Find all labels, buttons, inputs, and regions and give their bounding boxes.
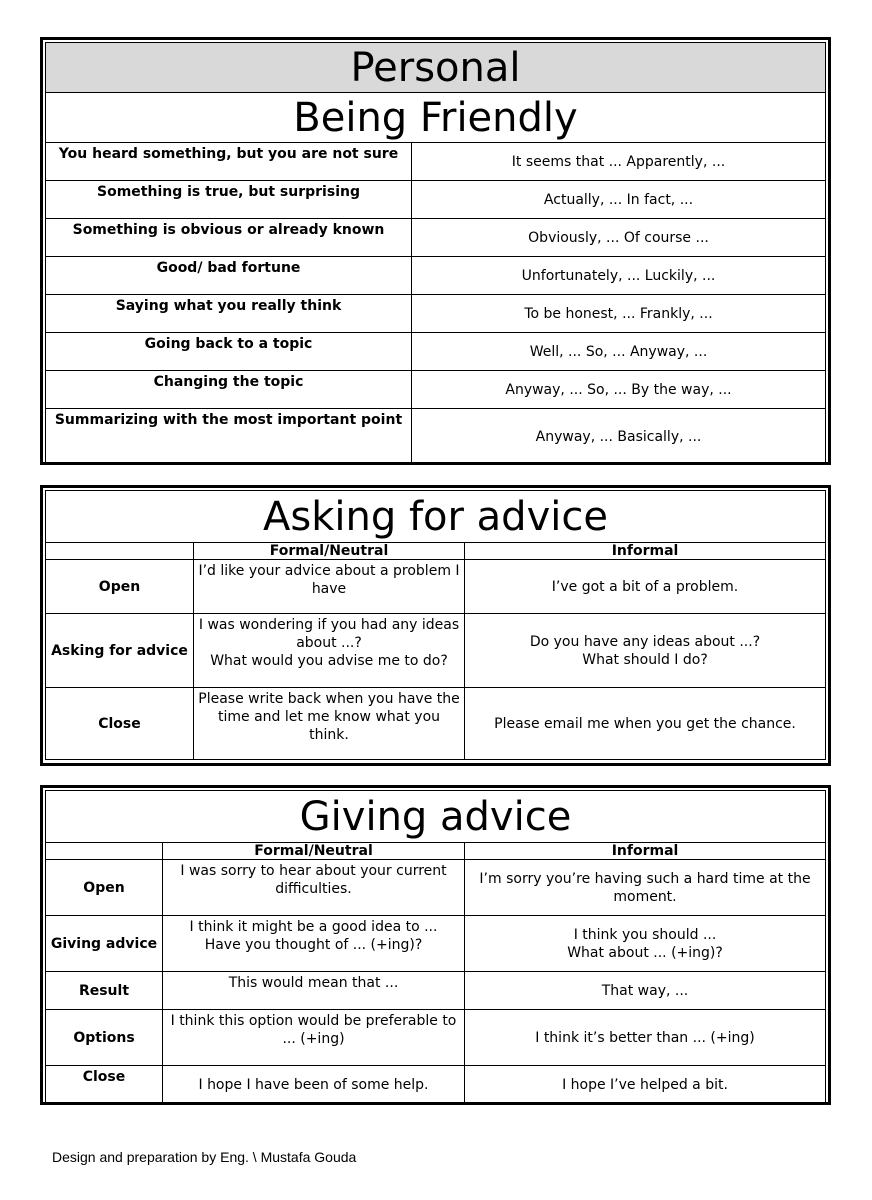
- situation-cell: Going back to a topic: [46, 333, 412, 371]
- row-label: Giving advice: [46, 916, 163, 972]
- header-formal: Formal/Neutral: [194, 543, 465, 560]
- header-empty: [46, 843, 163, 860]
- footer-credit: Design and preparation by Eng. \ Mustafa Gouda: [52, 1149, 357, 1165]
- row-label: Asking for advice: [46, 614, 194, 688]
- situation-cell: Saying what you really think: [46, 295, 412, 333]
- asking-advice-table: [45, 490, 826, 760]
- formal-cell: Please write back when you have the time and let me know what you think.: [194, 688, 465, 760]
- phrases-cell: To be honest, ... Frankly, ...: [412, 295, 826, 333]
- informal-cell: That way, ...: [465, 972, 826, 1010]
- phrases-cell: Actually, ... In fact, ...: [412, 181, 826, 219]
- situation-cell: Changing the topic: [46, 371, 412, 409]
- personal-section: [40, 37, 831, 465]
- informal-cell: I’ve got a bit of a problem.: [465, 560, 826, 614]
- situation-cell: Something is obvious or already known: [46, 219, 412, 257]
- informal-cell: Do you have any ideas about ...? What should I do?: [465, 614, 826, 688]
- situation-cell: Summarizing with the most important point: [46, 409, 412, 465]
- formal-cell: I was sorry to hear about your current difficulties.: [163, 860, 465, 916]
- formal-cell: I hope I have been of some help.: [163, 1066, 465, 1104]
- asking-advice-title: Asking for advice: [46, 491, 826, 543]
- giving-advice-title: Giving advice: [46, 791, 826, 843]
- informal-cell: I hope I’ve helped a bit.: [465, 1066, 826, 1104]
- row-label: Open: [46, 560, 194, 614]
- being-friendly-table: [45, 42, 826, 465]
- giving-advice-section: [40, 785, 831, 1105]
- informal-cell: I think it’s better than ... (+ing): [465, 1010, 826, 1066]
- informal-cell: I think you should ... What about ... (+ing)?: [465, 916, 826, 972]
- phrases-cell: Obviously, ... Of course ...: [412, 219, 826, 257]
- informal-cell: I’m sorry you’re having such a hard time at the moment.: [465, 860, 826, 916]
- situation-cell: You heard something, but you are not sure: [46, 143, 412, 181]
- header-empty: [46, 543, 194, 560]
- header-informal: Informal: [465, 543, 826, 560]
- formal-cell: This would mean that ...: [163, 972, 465, 1010]
- formal-cell: I was wondering if you had any ideas about ...? What would you advise me to do?: [194, 614, 465, 688]
- row-label: Options: [46, 1010, 163, 1066]
- header-formal: Formal/Neutral: [163, 843, 465, 860]
- phrases-cell: Anyway, ... So, ... By the way, ...: [412, 371, 826, 409]
- informal-cell: Please email me when you get the chance.: [465, 688, 826, 760]
- personal-title: Personal: [46, 43, 826, 93]
- phrases-cell: Unfortunately, ... Luckily, ...: [412, 257, 826, 295]
- formal-cell: I think this option would be preferable to ... (+ing): [163, 1010, 465, 1066]
- row-label: Result: [46, 972, 163, 1010]
- phrases-cell: Well, ... So, ... Anyway, ...: [412, 333, 826, 371]
- phrases-cell: It seems that ... Apparently, ...: [412, 143, 826, 181]
- formal-cell: I’d like your advice about a problem I have: [194, 560, 465, 614]
- header-informal: Informal: [465, 843, 826, 860]
- giving-advice-table: [45, 790, 826, 1104]
- row-label: Close: [46, 688, 194, 760]
- situation-cell: Good/ bad fortune: [46, 257, 412, 295]
- row-label: Open: [46, 860, 163, 916]
- row-label: Close: [46, 1066, 163, 1104]
- situation-cell: Something is true, but surprising: [46, 181, 412, 219]
- phrases-cell: Anyway, ... Basically, ...: [412, 409, 826, 465]
- asking-advice-section: [40, 485, 831, 766]
- formal-cell: I think it might be a good idea to ... Have you thought of ... (+ing)?: [163, 916, 465, 972]
- being-friendly-title: Being Friendly: [46, 93, 826, 143]
